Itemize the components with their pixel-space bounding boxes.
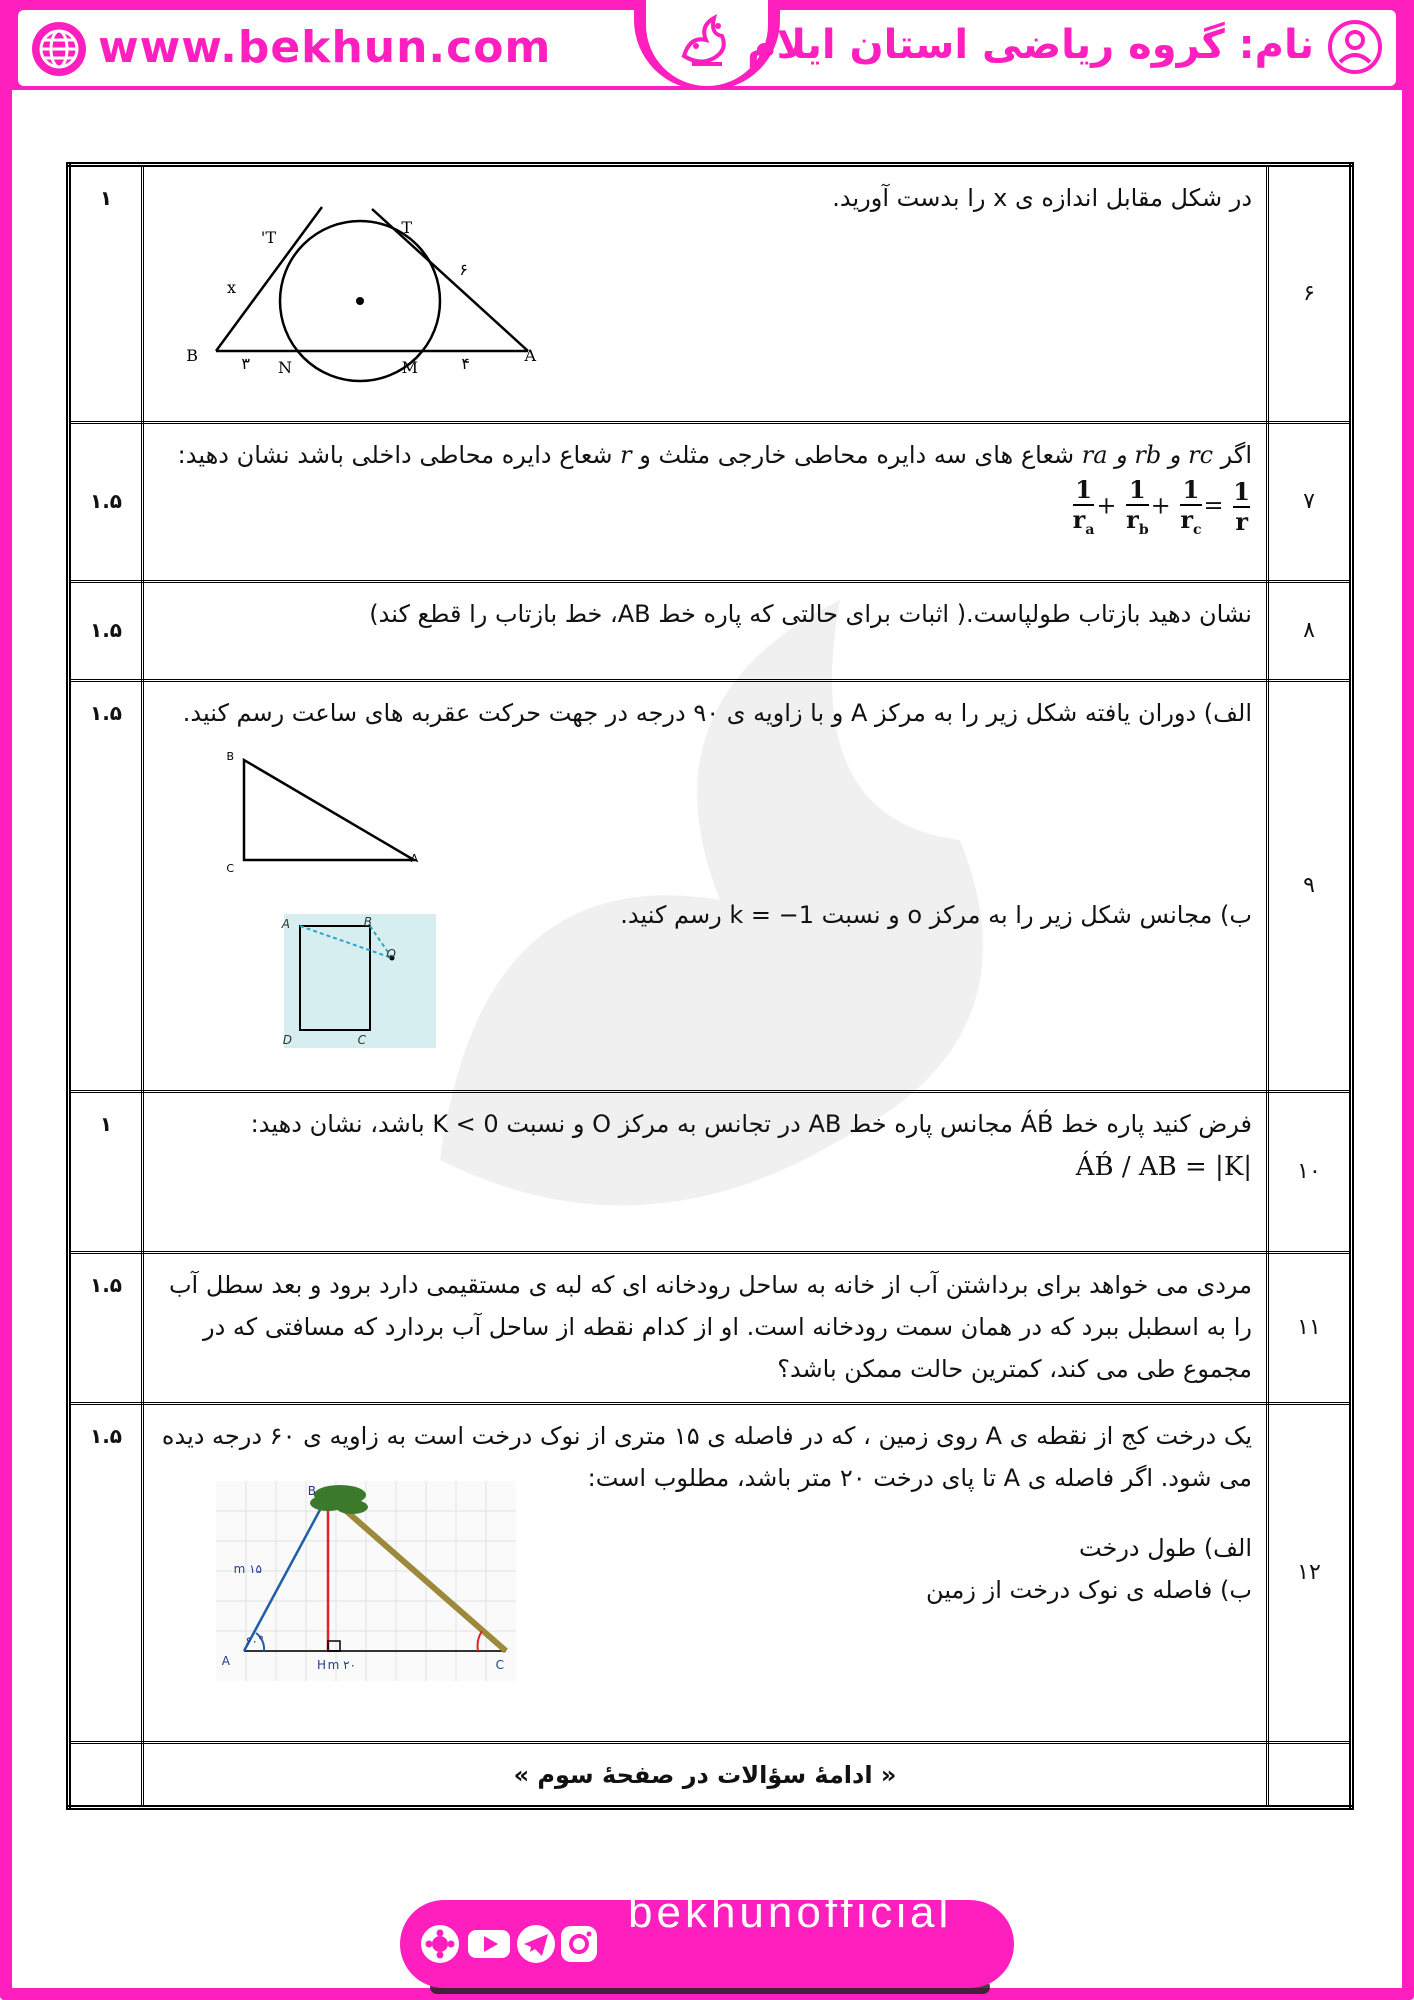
label-C: C [495,1658,504,1672]
question-body [143,1253,1268,1404]
question-part-a: الف) طول درخت [1078,1534,1252,1562]
label-T: T [401,218,412,237]
question-number: ۶ [1268,165,1352,423]
rectangle-homothety-figure [281,914,444,1054]
social-handle[interactable]: bekhunofficial [628,1888,953,1937]
question-score: ۱ [69,1092,143,1253]
label-B: B [363,915,372,929]
question-score: ۱.۵ [69,1404,143,1743]
label-B: B [307,1484,316,1498]
telegram-icon[interactable] [517,1925,555,1963]
question-row [69,165,1352,423]
question-row [69,1092,1352,1253]
question-number: ۱۲ [1268,1404,1352,1743]
svg-text:C: C [226,862,234,875]
hypotenuse-label: ۱۵ m [233,1562,262,1576]
question-text-part-b: ب) مجانس شکل زیر را به مرکز o و نسبت k = −1 رسم کنید. [620,901,1252,929]
svg-text:A: A [410,852,418,865]
question-body [143,1404,1268,1743]
author-name: نام: گروه ریاضی استان ایلام [747,22,1314,68]
label-x: x [226,278,236,297]
question-row [69,1253,1352,1404]
svg-text:B: B [226,750,234,763]
question-row [69,423,1352,582]
angle-label: ۶۰° [245,1634,264,1648]
inradius-variable: r [620,441,632,469]
question-score: ۱.۵ [69,681,143,1092]
site-url[interactable]: www.bekhun.com [98,22,552,73]
label-D: D [282,1033,292,1047]
user-icon [1326,18,1384,76]
label-A: A [281,917,290,931]
question-text: فرض کنید پاره خط ÁB́ مجانس پاره خط AB در تجانس به مرکز O و نسبت K < 0 باشد، نشان دهید: [250,1110,1252,1138]
label-M: M [401,358,418,377]
label-C: C [357,1033,366,1047]
label-H: H [316,1658,326,1672]
label-A: A [221,1654,230,1668]
question-text-part: شعاع دایره محاطی داخلی باشد نشان دهید: [177,441,613,469]
instagram-icon[interactable] [561,1926,597,1962]
question-score: ۱.۵ [69,1253,143,1404]
question-body [143,423,1268,582]
question-text-part: اگر [1213,441,1252,469]
label-6: ۶ [459,260,468,279]
question-text [158,434,1252,476]
base-label: ۲۰ m [327,1658,356,1672]
label-A: A [524,346,536,365]
question-body [143,165,1268,423]
question-number: ۹ [1268,681,1352,1092]
question-number: ۷ [1268,423,1352,582]
question-number: ۸ [1268,582,1352,681]
question-score: ۱.۵ [69,582,143,681]
question-text: یک درخت کج از نقطه ی A روی زمین ، که در فاصله ی ۱۵ متری از نوک درخت است به زاویه ی ۶۰ درجه دیده می شود. اگر فاصله ی A تا پای درخت ۲۰ متر باشد، مطلوب است: [161,1422,1252,1492]
question-text: در شکل مقابل اندازه ی x را بدست آورید. [832,184,1252,212]
tangent-circle-figure [186,203,572,393]
question-part-b: ب) فاصله ی نوک درخت از زمین [926,1576,1252,1604]
header-bar [0,0,1414,90]
question-body [143,1092,1268,1253]
globe-icon [28,18,90,80]
label-B: B [186,346,198,365]
continue-note: « ادامهٔ سؤالات در صفحهٔ سوم » [143,1743,1268,1808]
ratio-formula: ÁB́ / AB = |K| [1075,1152,1252,1182]
social-icons [418,1922,618,1966]
question-score: ۱ [69,165,143,423]
questions-table [66,162,1354,1802]
label-O: O [386,947,396,961]
label-3: ۳ [241,354,250,373]
question-row [69,582,1352,681]
question-text: نشان دهید بازتاب طولپاست.( اثبات برای حالتی که پاره خط AB، خط بازتاب را قطع کند) [369,600,1252,628]
film-icon[interactable] [421,1925,459,1963]
label-N: N [278,358,292,377]
question-row [69,681,1352,1092]
inradius-formula: $\frac{1}{r_a}$ + $\frac{1}{r_b}$ + $\frac{1}{r_c}$ = $\frac{1}{r}$ [1072,475,1250,538]
label-T-prime: T' [260,228,276,247]
footer-row [69,1743,1352,1808]
question-text: مردی می خواهد برای برداشتن آب از خانه به ساحل رودخانه ای که لبه ی مستقیمی دارد برود و بعد سطل آب را به اسطبل ببرد که در همان سمت رودخانه است. او از کدام نقطه از ساحل آب بردارد که مسافتی که در مجموع طی می کند، کمترین حالت ممکن باشد؟ [168,1271,1252,1383]
question-body [143,681,1268,1092]
question-text-part-a: الف) دوران یافته شکل زیر را به مرکز A و با زاویه ی ۹۰ درجه در جهت حرکت عقربه های ساعت رسم کنید. [182,699,1252,727]
label-4: ۴ [461,354,470,373]
right-triangle-figure [224,750,444,880]
radii-variables: ra و rb و rc [1081,441,1214,469]
question-text-part: شعاع های سه دایره محاطی خارجی مثلث و [631,441,1075,469]
question-number: ۱۰ [1268,1092,1352,1253]
question-number: ۱۱ [1268,1253,1352,1404]
question-body [143,582,1268,681]
leaning-tree-figure [216,1481,516,1681]
question-score: ۱.۵ [69,423,143,582]
bekhun-logo-icon [670,6,744,80]
question-row [69,1404,1352,1743]
youtube-icon[interactable] [468,1930,510,1958]
